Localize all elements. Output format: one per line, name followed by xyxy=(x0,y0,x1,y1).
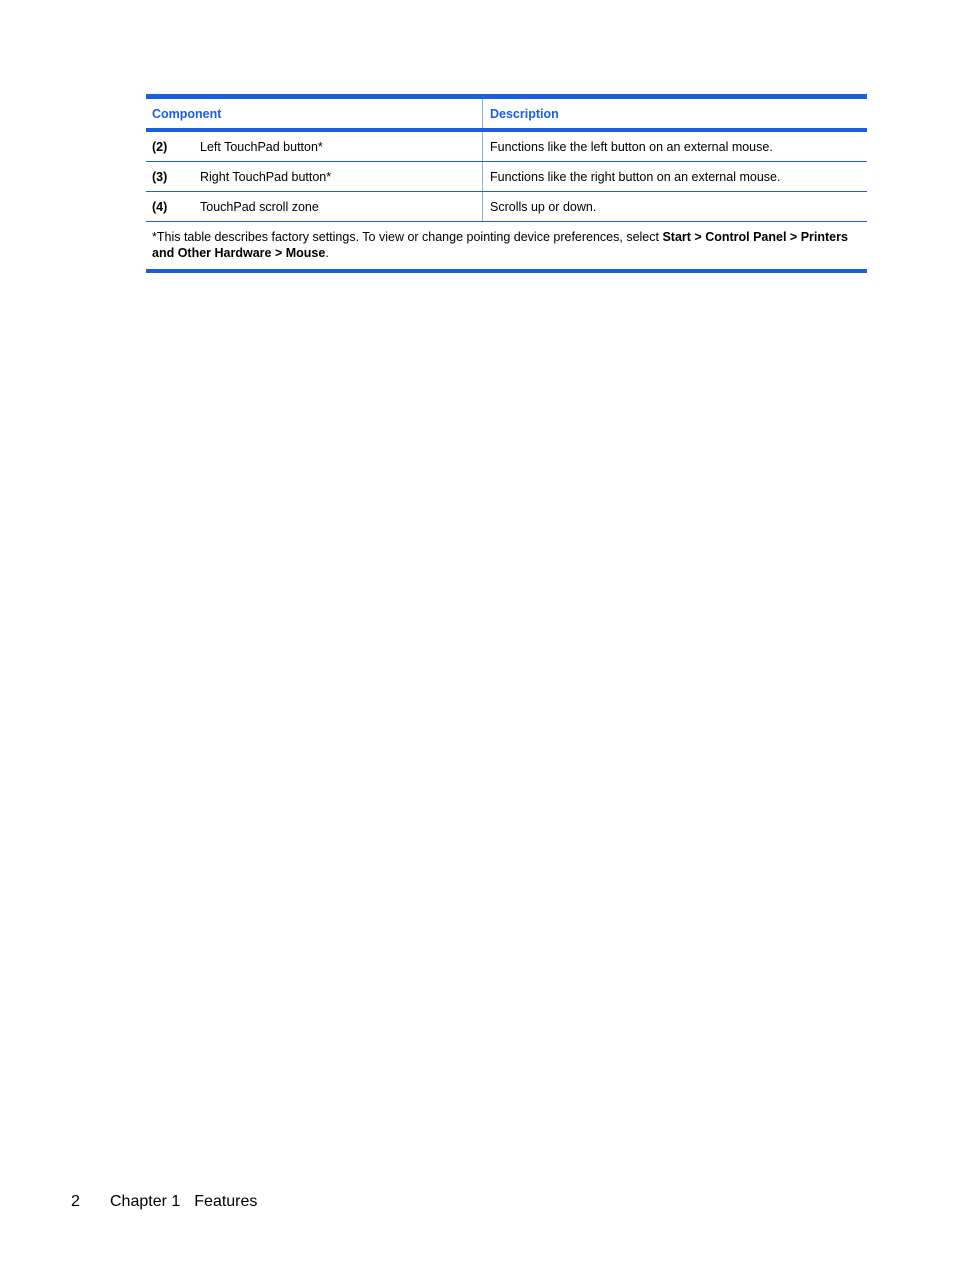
component-number: (3) xyxy=(152,169,168,184)
table-header-row xyxy=(146,99,867,128)
component-cell xyxy=(146,192,482,221)
component-cell xyxy=(146,162,482,191)
description-cell: Functions like the right button on an external mouse. xyxy=(482,162,867,191)
component-number: (4) xyxy=(152,199,168,214)
description-cell: Scrolls up or down. xyxy=(482,192,867,221)
component-table xyxy=(146,94,867,273)
section-label: Features xyxy=(194,1193,258,1210)
table-bottom-rule xyxy=(146,269,867,273)
chapter-label: Chapter 1 xyxy=(110,1193,181,1210)
component-name: Left TouchPad button* xyxy=(200,139,323,154)
table-row xyxy=(146,132,867,161)
header-description: Description xyxy=(482,99,867,128)
table-note xyxy=(146,222,867,269)
description-cell: Functions like the left button on an external mouse. xyxy=(482,132,867,161)
note-text: *This table describes factory settings. To view or change pointing device preferences, select xyxy=(152,230,663,244)
table-row xyxy=(146,192,867,221)
component-cell xyxy=(146,132,482,161)
component-name: TouchPad scroll zone xyxy=(200,199,319,214)
component-number: (2) xyxy=(152,139,168,154)
component-name: Right TouchPad button* xyxy=(200,169,332,184)
header-component: Component xyxy=(152,106,222,121)
note-menu-path: Start > Control Panel > Printers and Other Hardware > Mouse xyxy=(152,230,848,260)
table-row xyxy=(146,162,867,191)
note-end: . xyxy=(325,246,329,260)
page-number: 2 xyxy=(71,1193,80,1210)
page-footer xyxy=(71,1193,257,1211)
